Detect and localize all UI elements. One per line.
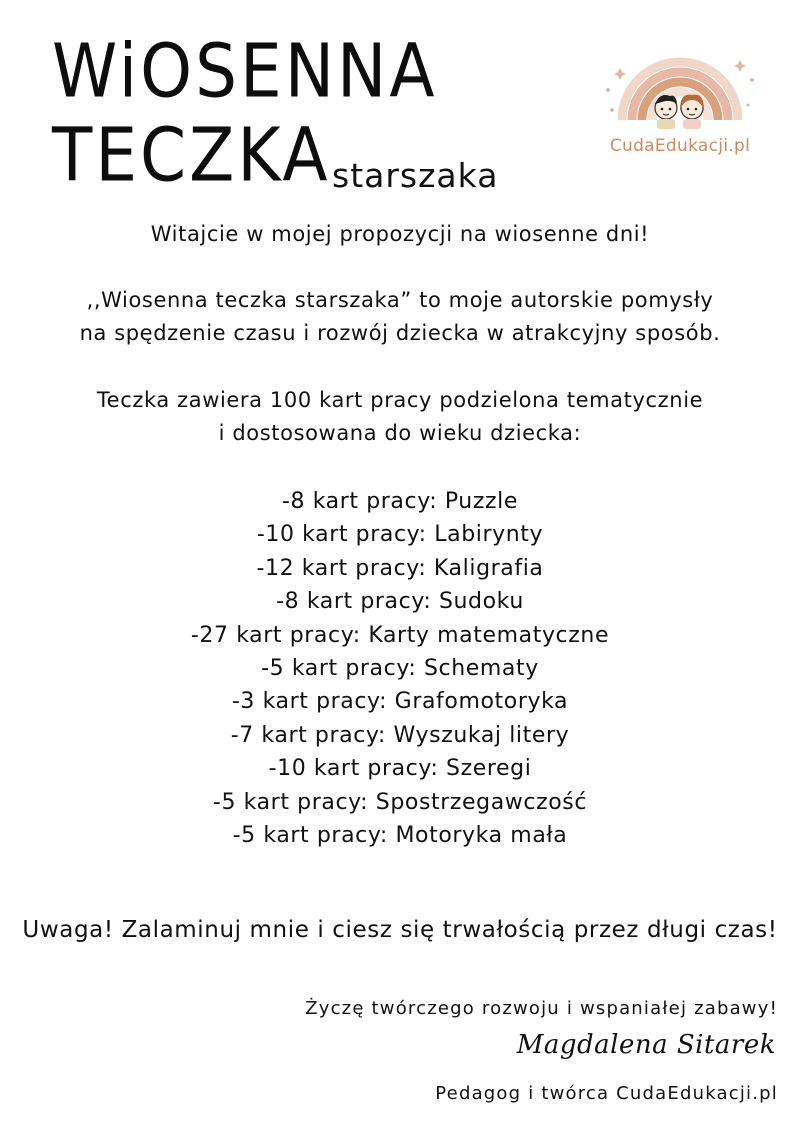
list-item: -3 kart pracy: Grafomotoryka (231, 689, 569, 715)
list-item: -7 kart pracy: Wyszukaj litery (230, 722, 570, 748)
intro-line-2: na spędzenie czasu i rozwój dziecka w atrakcyjny sposób. (79, 321, 721, 345)
worksheet-list (0, 485, 800, 852)
list-item: -5 kart pracy: Schematy (261, 655, 539, 681)
lamination-warning: Uwaga! Zalaminuj mnie i ciesz się trwałością przez długi czas! (22, 917, 778, 943)
author-role: Pedagog i twórca CudaEdukacji.pl (435, 1083, 778, 1104)
list-item: -10 kart pracy: Szeregi (268, 756, 532, 782)
closing-wish: Życzę twórczego rozwoju i wspaniałej zabawy! (305, 998, 778, 1019)
greeting: Witajcie w mojej propozycji na wiosenne dni! (150, 222, 650, 246)
contents-line-2: i dostosowana do wieku dziecka: (218, 421, 582, 445)
list-item: -5 kart pracy: Spostrzegawczość (212, 789, 588, 815)
list-item: -8 kart pracy: Puzzle (281, 489, 518, 514)
title-line-2: TECZKA (52, 112, 331, 199)
list-item: -12 kart pracy: Kaligrafia (256, 555, 544, 581)
list-item: -10 kart pracy: Labirynty (256, 522, 544, 548)
list-item: -8 kart pracy: Sudoku (276, 589, 524, 615)
title-line-1: WiOSENNA (52, 28, 438, 115)
contents-line-1: Teczka zawiera 100 kart pracy podzielona tematycznie (96, 388, 704, 412)
title-subtitle: starszaka (332, 156, 499, 195)
logo (600, 20, 760, 165)
list-item: -27 kart pracy: Karty matematyczne (190, 622, 610, 648)
signature: Magdalena Sitarek (516, 1030, 776, 1060)
intro-line-1: ,,Wiosenna teczka starszaka” to moje autorskie pomysły (86, 288, 714, 312)
list-item: -5 kart pracy: Motoryka mała (232, 822, 568, 848)
rainbow-logo-icon (600, 20, 760, 140)
logo-text: CudaEdukacji.pl (609, 136, 751, 156)
